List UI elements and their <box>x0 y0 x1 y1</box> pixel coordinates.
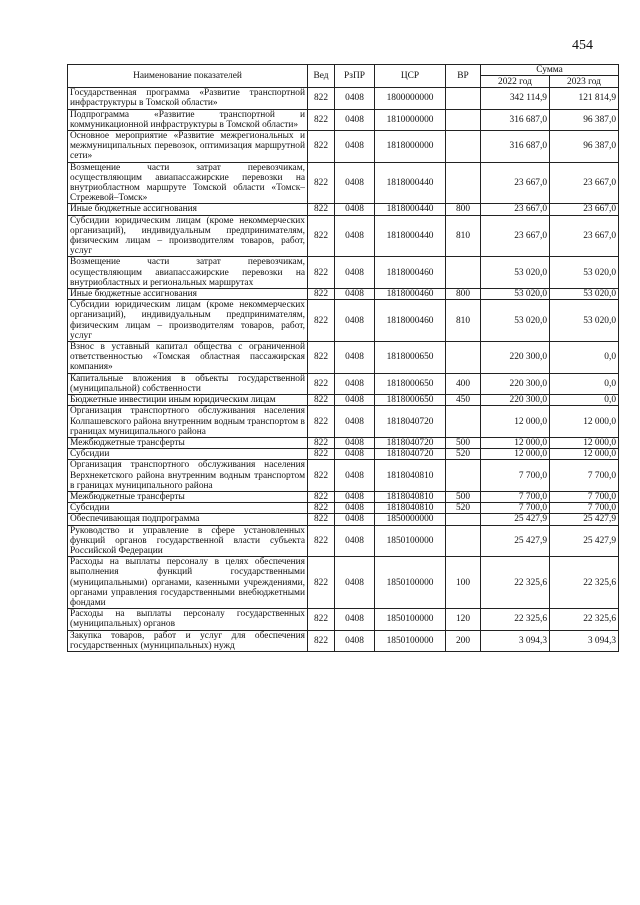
row-sum-2023: 0,0 <box>550 395 619 406</box>
row-sum-2023: 12 000,0 <box>550 406 619 438</box>
row-sum-2023: 25 427,9 <box>550 514 619 525</box>
row-sum-2022: 23 667,0 <box>481 204 550 215</box>
row-vr <box>446 514 481 525</box>
row-csr: 1800000000 <box>375 88 446 109</box>
row-vr: 800 <box>446 204 481 215</box>
row-vr <box>446 162 481 204</box>
row-sum-2022: 23 667,0 <box>481 162 550 204</box>
budget-table <box>67 64 619 652</box>
row-sum-2023: 0,0 <box>550 373 619 394</box>
row-csr: 1850000000 <box>375 514 446 525</box>
table-row <box>68 342 619 374</box>
row-sum-2023: 53 020,0 <box>550 257 619 289</box>
row-ved: 822 <box>308 491 335 502</box>
table-row <box>68 437 619 448</box>
table-body <box>68 88 619 652</box>
row-ved: 822 <box>308 460 335 492</box>
table-header <box>68 65 619 88</box>
row-rzpr: 0408 <box>335 109 375 130</box>
row-vr <box>446 88 481 109</box>
row-vr <box>446 460 481 492</box>
row-name: Субсидии <box>68 503 308 514</box>
row-rzpr: 0408 <box>335 131 375 163</box>
row-sum-2022: 25 427,9 <box>481 525 550 557</box>
row-sum-2023: 53 020,0 <box>550 300 619 342</box>
row-rzpr: 0408 <box>335 609 375 630</box>
row-sum-2023: 23 667,0 <box>550 215 619 257</box>
row-ved: 822 <box>308 215 335 257</box>
row-csr: 1818000650 <box>375 342 446 374</box>
row-sum-2022: 22 325,6 <box>481 557 550 609</box>
table-row <box>68 300 619 342</box>
row-sum-2023: 12 000,0 <box>550 449 619 460</box>
row-vr: 500 <box>446 437 481 448</box>
row-csr: 1850100000 <box>375 630 446 651</box>
row-vr: 500 <box>446 491 481 502</box>
row-sum-2022: 23 667,0 <box>481 215 550 257</box>
row-rzpr: 0408 <box>335 437 375 448</box>
row-ved: 822 <box>308 257 335 289</box>
row-sum-2023: 23 667,0 <box>550 204 619 215</box>
row-sum-2022: 53 020,0 <box>481 257 550 289</box>
row-rzpr: 0408 <box>335 503 375 514</box>
row-ved: 822 <box>308 109 335 130</box>
row-sum-2023: 7 700,0 <box>550 503 619 514</box>
row-rzpr: 0408 <box>335 88 375 109</box>
page-number: 454 <box>572 38 593 53</box>
row-name: Основное мероприятие «Развитие межрегиональных и межмуниципальных перевозок, оптимизация маршрутной сети» <box>68 131 308 163</box>
row-sum-2022: 7 700,0 <box>481 491 550 502</box>
row-sum-2022: 342 114,9 <box>481 88 550 109</box>
table-row <box>68 373 619 394</box>
table-row <box>68 449 619 460</box>
row-rzpr: 0408 <box>335 514 375 525</box>
row-ved: 822 <box>308 437 335 448</box>
row-sum-2022: 7 700,0 <box>481 503 550 514</box>
row-ved: 822 <box>308 131 335 163</box>
row-sum-2022: 316 687,0 <box>481 109 550 130</box>
row-name: Возмещение части затрат перевозчикам, осуществляющим авиапассажирские перевозки на внутриобластных и региональных маршрутах <box>68 257 308 289</box>
row-sum-2023: 22 325,6 <box>550 609 619 630</box>
row-sum-2023: 96 387,0 <box>550 109 619 130</box>
row-sum-2023: 3 094,3 <box>550 630 619 651</box>
row-ved: 822 <box>308 395 335 406</box>
row-name: Межбюджетные трансферты <box>68 437 308 448</box>
row-sum-2023: 22 325,6 <box>550 557 619 609</box>
row-ved: 822 <box>308 525 335 557</box>
row-sum-2023: 0,0 <box>550 342 619 374</box>
row-vr: 810 <box>446 300 481 342</box>
row-rzpr: 0408 <box>335 300 375 342</box>
row-csr: 1850100000 <box>375 557 446 609</box>
row-ved: 822 <box>308 373 335 394</box>
row-name: Взнос в уставный капитал общества с ограниченной ответственностью «Томская областная пассажирская компания» <box>68 342 308 374</box>
row-rzpr: 0408 <box>335 395 375 406</box>
row-vr <box>446 109 481 130</box>
row-ved: 822 <box>308 557 335 609</box>
row-vr <box>446 525 481 557</box>
table-row <box>68 257 619 289</box>
table-row <box>68 514 619 525</box>
row-name: Организация транспортного обслуживания населения Колпашевского района внутренним водным транспортом в границах муниципального района <box>68 406 308 438</box>
header-csr: ЦСР <box>375 65 446 88</box>
row-vr: 450 <box>446 395 481 406</box>
row-sum-2023: 53 020,0 <box>550 289 619 300</box>
row-csr: 1818000460 <box>375 289 446 300</box>
row-rzpr: 0408 <box>335 630 375 651</box>
row-name: Возмещение части затрат перевозчикам, осуществляющим авиапассажирские перевозки на внутриобластном маршруте Томской области «Томск–Стрежевой–Томск» <box>68 162 308 204</box>
row-sum-2022: 25 427,9 <box>481 514 550 525</box>
row-csr: 1818000000 <box>375 131 446 163</box>
row-rzpr: 0408 <box>335 491 375 502</box>
row-vr <box>446 257 481 289</box>
table-row <box>68 609 619 630</box>
row-ved: 822 <box>308 406 335 438</box>
row-vr <box>446 406 481 438</box>
row-csr: 1818040810 <box>375 491 446 502</box>
header-vr: ВР <box>446 65 481 88</box>
row-rzpr: 0408 <box>335 449 375 460</box>
row-csr: 1850100000 <box>375 609 446 630</box>
header-rzpr: РзПР <box>335 65 375 88</box>
row-vr <box>446 131 481 163</box>
row-name: Иные бюджетные ассигнования <box>68 204 308 215</box>
row-ved: 822 <box>308 514 335 525</box>
row-rzpr: 0408 <box>335 215 375 257</box>
row-sum-2022: 53 020,0 <box>481 289 550 300</box>
row-name: Обеспечивающая подпрограмма <box>68 514 308 525</box>
row-sum-2023: 25 427,9 <box>550 525 619 557</box>
row-csr: 1818000460 <box>375 300 446 342</box>
row-csr: 1818000440 <box>375 162 446 204</box>
row-sum-2023: 121 814,9 <box>550 88 619 109</box>
row-sum-2022: 220 300,0 <box>481 342 550 374</box>
table-row <box>68 557 619 609</box>
row-sum-2022: 12 000,0 <box>481 449 550 460</box>
row-csr: 1810000000 <box>375 109 446 130</box>
row-ved: 822 <box>308 630 335 651</box>
table-row <box>68 503 619 514</box>
row-sum-2022: 3 094,3 <box>481 630 550 651</box>
header-sum: Сумма <box>481 65 619 76</box>
row-name: Субсидии юридическим лицам (кроме некоммерческих организаций), индивидуальным предпринимателям, физическим лицам – производителям товаров, работ, услуг <box>68 300 308 342</box>
table-row <box>68 215 619 257</box>
row-name: Государственная программа «Развитие транспортной инфраструктуры в Томской области» <box>68 88 308 109</box>
row-name: Межбюджетные трансферты <box>68 491 308 502</box>
row-vr: 520 <box>446 449 481 460</box>
row-ved: 822 <box>308 342 335 374</box>
row-vr: 800 <box>446 289 481 300</box>
row-csr: 1818000440 <box>375 215 446 257</box>
row-vr: 200 <box>446 630 481 651</box>
table-row <box>68 109 619 130</box>
row-sum-2022: 12 000,0 <box>481 406 550 438</box>
table-row <box>68 406 619 438</box>
row-name: Организация транспортного обслуживания населения Верхнекетского района внутренним водным транспортом в границах муниципального района <box>68 460 308 492</box>
row-rzpr: 0408 <box>335 557 375 609</box>
row-sum-2023: 7 700,0 <box>550 460 619 492</box>
row-ved: 822 <box>308 289 335 300</box>
row-rzpr: 0408 <box>335 204 375 215</box>
row-csr: 1818000460 <box>375 257 446 289</box>
row-csr: 1850100000 <box>375 525 446 557</box>
row-sum-2023: 12 000,0 <box>550 437 619 448</box>
table-row <box>68 88 619 109</box>
row-name: Руководство и управление в сфере установленных функций органов государственной власти субъекта Российской Федерации <box>68 525 308 557</box>
row-ved: 822 <box>308 449 335 460</box>
row-name: Иные бюджетные ассигнования <box>68 289 308 300</box>
row-rzpr: 0408 <box>335 257 375 289</box>
table-row <box>68 460 619 492</box>
row-sum-2023: 23 667,0 <box>550 162 619 204</box>
row-sum-2022: 316 687,0 <box>481 131 550 163</box>
row-csr: 1818040810 <box>375 503 446 514</box>
row-rzpr: 0408 <box>335 289 375 300</box>
table-row <box>68 395 619 406</box>
row-ved: 822 <box>308 609 335 630</box>
row-sum-2022: 53 020,0 <box>481 300 550 342</box>
row-ved: 822 <box>308 88 335 109</box>
row-ved: 822 <box>308 300 335 342</box>
header-2023: 2023 год <box>550 76 619 88</box>
row-rzpr: 0408 <box>335 373 375 394</box>
header-2022: 2022 год <box>481 76 550 88</box>
row-sum-2022: 12 000,0 <box>481 437 550 448</box>
table-row <box>68 131 619 163</box>
row-vr: 100 <box>446 557 481 609</box>
row-sum-2023: 96 387,0 <box>550 131 619 163</box>
table-row <box>68 162 619 204</box>
table-row <box>68 525 619 557</box>
table-row <box>68 630 619 651</box>
row-vr <box>446 342 481 374</box>
row-rzpr: 0408 <box>335 162 375 204</box>
row-vr: 520 <box>446 503 481 514</box>
row-name: Расходы на выплаты персоналу в целях обеспечения выполнения функций государственными (муниципальными) органами, казенными учреждениями, органами управления государственными внебюджетными фондами <box>68 557 308 609</box>
table-row <box>68 289 619 300</box>
row-name: Расходы на выплаты персоналу государственных (муниципальных) органов <box>68 609 308 630</box>
row-ved: 822 <box>308 503 335 514</box>
row-rzpr: 0408 <box>335 525 375 557</box>
row-name: Подпрограмма «Развитие транспортной и коммуникационной инфраструктуры в Томской области» <box>68 109 308 130</box>
row-csr: 1818000650 <box>375 395 446 406</box>
row-vr: 120 <box>446 609 481 630</box>
row-name: Субсидии <box>68 449 308 460</box>
row-rzpr: 0408 <box>335 460 375 492</box>
row-name: Капитальные вложения в объекты государственной (муниципальной) собственности <box>68 373 308 394</box>
row-csr: 1818000440 <box>375 204 446 215</box>
header-ved: Вед <box>308 65 335 88</box>
row-csr: 1818040720 <box>375 406 446 438</box>
row-name: Закупка товаров, работ и услуг для обеспечения государственных (муниципальных) нужд <box>68 630 308 651</box>
row-sum-2022: 22 325,6 <box>481 609 550 630</box>
row-rzpr: 0408 <box>335 406 375 438</box>
row-sum-2022: 220 300,0 <box>481 373 550 394</box>
row-csr: 1818040810 <box>375 460 446 492</box>
row-sum-2022: 7 700,0 <box>481 460 550 492</box>
row-ved: 822 <box>308 204 335 215</box>
row-sum-2023: 7 700,0 <box>550 491 619 502</box>
row-vr: 810 <box>446 215 481 257</box>
row-name: Бюджетные инвестиции иным юридическим лицам <box>68 395 308 406</box>
row-csr: 1818040720 <box>375 449 446 460</box>
table-row <box>68 491 619 502</box>
table-row <box>68 204 619 215</box>
header-name: Наименование показателей <box>68 65 308 88</box>
row-sum-2022: 220 300,0 <box>481 395 550 406</box>
row-name: Субсидии юридическим лицам (кроме некоммерческих организаций), индивидуальным предпринимателям, физическим лицам – производителям товаров, работ, услуг <box>68 215 308 257</box>
row-vr: 400 <box>446 373 481 394</box>
row-csr: 1818000650 <box>375 373 446 394</box>
row-rzpr: 0408 <box>335 342 375 374</box>
row-csr: 1818040720 <box>375 437 446 448</box>
row-ved: 822 <box>308 162 335 204</box>
